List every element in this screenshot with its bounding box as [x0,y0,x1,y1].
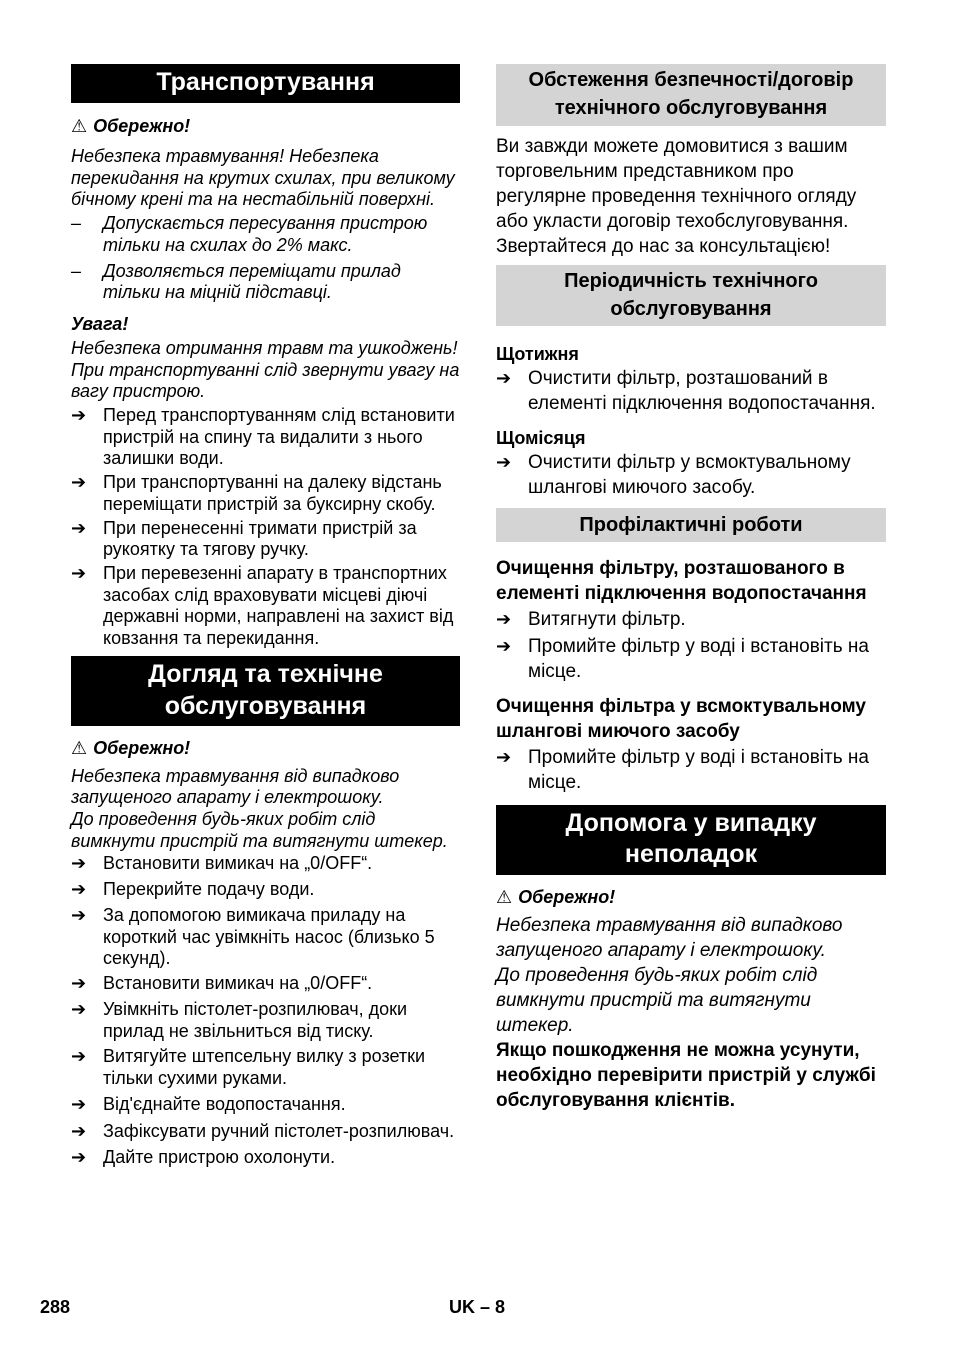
arrow-icon: ➔ [71,998,87,1019]
caution-label: Обережно! [93,737,191,758]
left-column [71,64,460,1169]
care-caution-text-2: До проведення будь-яких робіт слід вимкнути пристрій та витягнути штекер. [71,809,448,851]
arrow-icon: ➔ [496,452,512,472]
inspection-text: Ви завжди можете домовитися з вашим торговельним представником про регулярне проведення технічного огляду або укласти договір техобслуговування. Звертайтеся до нас за консультацією! [496,136,857,257]
arrow-icon: ➔ [71,472,87,493]
list-item: ➔ Від'єднайте водопостачання. [71,1093,346,1114]
maintenance-subheading-2: Очищення фільтра у всмоктувальному шлангові миючого засобу [496,696,866,742]
page-number: 288 [40,1297,71,1317]
inspection-heading: Обстеження безпечності/договір технічного обслуговування [496,64,886,126]
warning-icon: ⚠ [71,116,88,136]
maintenance-subheading-1: Очищення фільтру, розташованого в елементі підключення водопостачання [496,558,867,604]
list-item: ➔ Очистити фільтр, розташований в елементі підключення водопостачання. [496,368,876,414]
list-item: ➔ Перекрийте подачу води. [71,879,315,900]
dash-icon: – [71,213,82,234]
list-item: ➔ При перевезенні апарату в транспортних засобах слід враховувати місцеві діючі державні норми, направлені на захист від ковзання та перекидання. [71,562,454,649]
list-item: ➔ Витягнути фільтр. [496,609,686,630]
help-caution-text-2: До проведення будь-яких робіт слід вимкнути пристрій та витягнути штекер. [496,965,818,1036]
help-heading: Допомога у випадку неполадок [496,805,886,875]
arrow-icon: ➔ [71,562,87,583]
arrow-icon: ➔ [71,1147,87,1168]
caution-label: Обережно! [518,887,616,907]
arrow-icon: ➔ [71,879,87,900]
section-label: UK – 8 [449,1297,506,1317]
care-heading: Догляд та технічне обслуговування [71,656,460,726]
list-item: ➔ При транспортуванні на далеку відстань переміщати пристрій за буксирну скобу. [71,472,442,514]
care-caution [71,736,460,760]
list-item: ➔ Зафіксувати ручний пістолет-розпилювач. [71,1121,455,1142]
list-item: ➔ Дайте пристрою охолонути. [71,1147,336,1168]
list-item: ➔ Промийте фільтр у воді і встановіть на місце. [496,747,869,793]
help-caution-text-1: Небезпека травмування від випадково запущеного апарату і електрошоку. [496,915,843,961]
warning-icon: ⚠ [71,737,88,758]
right-column [496,64,886,1113]
caution-label: Обережно! [93,116,191,136]
help-bold-text: Якщо пошкодження не можна усунути, необхідно перевірити пристрій у службі обслуговування клієнтів. [496,1040,876,1111]
intervals-heading: Періодичність технічного обслуговування [496,265,886,326]
arrow-icon: ➔ [71,1093,87,1114]
arrow-icon: ➔ [496,747,512,767]
list-item: ➔ Перед транспортуванням слід встановити пристрій на спину та видалити з нього залишки води. [71,405,455,469]
attention-label: Увага! [71,313,129,334]
list-item: ➔ Промийте фільтр у воді і встановіть на місце. [496,636,869,682]
transport-caution [71,114,460,138]
maintenance-heading: Профілактичні роботи [496,508,886,542]
list-item: ➔ Встановити вимикач на „0/OFF“. [71,852,373,873]
list-item: – Дозволяється переміщати прилад тільки на міцній підставці. [71,260,401,303]
arrow-icon: ➔ [496,609,512,629]
help-caution [496,885,886,909]
list-item: ➔ За допомогою вимикача приладу на короткий час увімкніть насос (близько 5 секунд). [71,904,435,969]
transport-caution-text: Небезпека травмування! Небезпека перекидання на крутих схилах, при великому бічному крені та на нестабільній поверхні. [71,146,455,210]
dash-icon: – [71,260,82,281]
attention-text: Небезпека отримання травм та ушкоджень! При транспортуванні слід звернути увагу на вагу пристрою. [71,337,460,402]
list-item: ➔ Витягуйте штепсельну вилку з розетки тільки сухими руками. [71,1046,426,1088]
arrow-icon: ➔ [71,517,87,538]
arrow-icon: ➔ [71,1121,87,1142]
arrow-icon: ➔ [71,1046,87,1067]
list-item: ➔ Встановити вимикач на „0/OFF“. [71,973,373,994]
list-item: ➔ Очистити фільтр у всмоктувальному шлангові миючого засобу. [496,452,851,498]
arrow-icon: ➔ [496,636,512,656]
warning-icon: ⚠ [496,887,513,907]
list-item: ➔ Увімкніть пістолет-розпилювач, доки прилад не звільниться від тиску. [71,998,408,1041]
arrow-icon: ➔ [71,852,87,873]
weekly-label: Щотижня [496,344,579,364]
arrow-icon: ➔ [71,405,87,426]
list-item: – Допускається пересування пристрою тільки на схилах до 2% макс. [71,213,428,255]
transport-heading: Транспортування [71,64,460,103]
care-caution-text-1: Небезпека травмування від випадково запущеного апарату і електрошоку. [71,765,400,808]
list-item: ➔ При перенесенні тримати пристрій за рукоятку та тягову ручку. [71,517,417,560]
arrow-icon: ➔ [71,904,87,925]
monthly-label: Щомісяця [496,428,586,448]
arrow-icon: ➔ [71,973,87,994]
arrow-icon: ➔ [496,368,512,388]
